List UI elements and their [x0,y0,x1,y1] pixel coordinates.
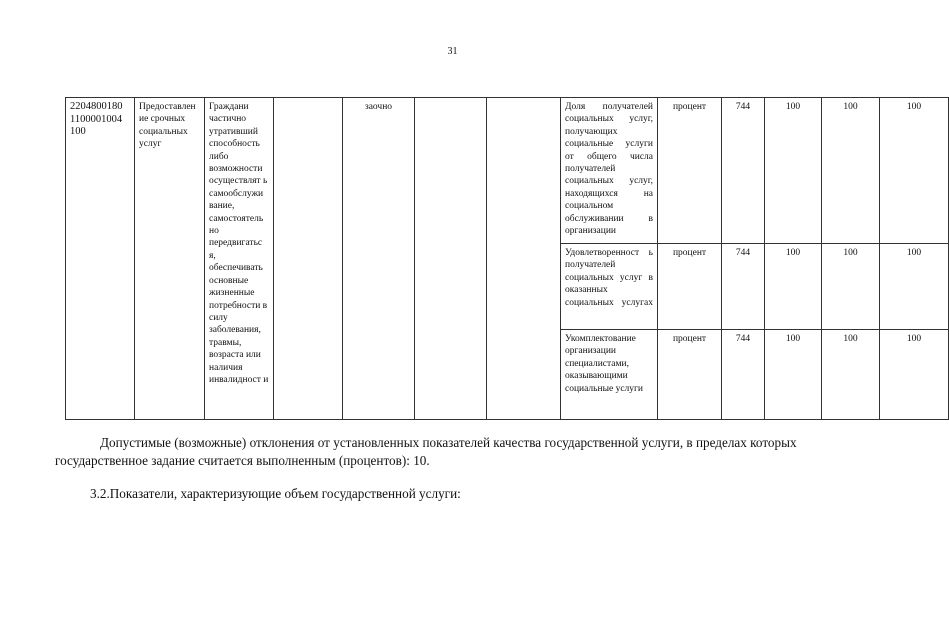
table-row [66,98,949,244]
okei-code-cell: 744 [722,98,765,244]
recipient-category-cell: Граждани частично утративший способность либо возможности осуществлят ь самообслужи вание, самостоятель но передвигатьс я, обеспечивать основные жизненные потребности в силу заболевания, травмы, возраста или наличия инвалидност и [205,98,274,420]
value-cell: 100 [880,244,949,330]
empty-cell [415,98,487,420]
empty-cell [274,98,343,420]
indicator-name-cell: Укомплектование организации специалистами, оказывающими социальные услуги [561,330,658,420]
unit-cell: процент [658,330,722,420]
page-number: 31 [447,46,458,57]
value-cell: 100 [765,330,822,420]
value-cell: 100 [822,244,880,330]
deviation-paragraph: Допустимые (возможные) отклонения от установленных показателей качества государственной услуги, в пределах которых государственное задание считается выполненным (процентов): 10. [55,435,797,468]
okei-code-cell: 744 [722,244,765,330]
unit-cell: процент [658,98,722,244]
unit-cell: процент [658,244,722,330]
value-cell: 100 [822,98,880,244]
value-cell: 100 [765,98,822,244]
quality-indicators-table [65,97,949,420]
value-cell: 100 [880,98,949,244]
okei-code-cell: 744 [722,330,765,420]
section-heading: 3.2.Показатели, характеризующие объем государственной услуги: [90,486,461,501]
empty-cell [487,98,561,420]
value-cell: 100 [822,330,880,420]
value-cell: 100 [765,244,822,330]
service-form-cell: заочно [343,98,415,420]
registry-code-cell: 2204800180 1100001004 100 [66,98,135,420]
indicator-name-cell: Удовлетворенност ь получателей социальных услуг в оказанных социальных услугах [561,244,658,330]
service-name-cell: Предоставлен ие срочных социальных услуг [135,98,205,420]
value-cell: 100 [880,330,949,420]
indicator-name-cell: Доля получателей социальных услуг, получающих социальные услуги от общего числа получателей социальных услуг, находящихся на социальном обслуживании в организации [561,98,658,244]
